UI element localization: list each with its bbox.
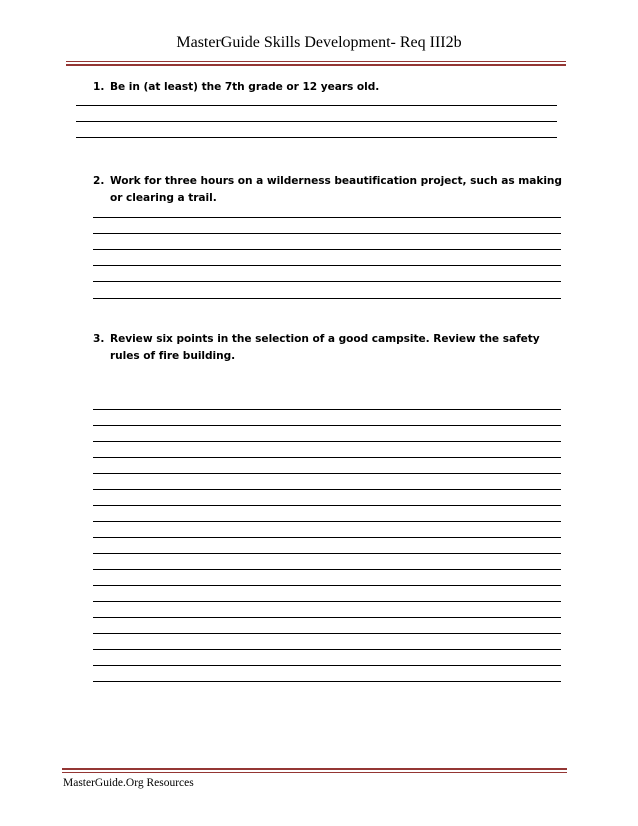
header-divider-thin	[66, 61, 566, 62]
answer-line[interactable]	[93, 569, 561, 570]
answer-line[interactable]	[93, 665, 561, 666]
question-3-number: 3.	[93, 333, 105, 345]
header-divider-thick	[66, 64, 566, 66]
answer-line[interactable]	[93, 217, 561, 218]
answer-line[interactable]	[93, 233, 561, 234]
question-1-text: Be in (at least) the 7th grade or 12 years old.	[110, 81, 380, 93]
footer-divider-thick	[62, 768, 567, 770]
answer-line[interactable]	[93, 265, 561, 266]
answer-line[interactable]	[93, 521, 561, 522]
question-2-text: Work for three hours on a wilderness beautification project, such as making or clearing a trail.	[110, 175, 562, 204]
answer-line[interactable]	[93, 249, 561, 250]
answer-line[interactable]	[93, 505, 561, 506]
answer-line[interactable]	[93, 409, 561, 410]
question-2	[93, 173, 573, 207]
answer-line[interactable]	[93, 281, 561, 282]
question-3	[93, 331, 553, 365]
answer-line[interactable]	[76, 121, 557, 122]
answer-line[interactable]	[93, 298, 561, 299]
answer-line[interactable]	[76, 105, 557, 106]
answer-line[interactable]	[93, 425, 561, 426]
answer-line[interactable]	[93, 585, 561, 586]
answer-line[interactable]	[93, 537, 561, 538]
answer-line[interactable]	[93, 617, 561, 618]
page-title: MasterGuide Skills Development- Req III2b	[176, 34, 462, 51]
footer-divider-thin	[62, 772, 567, 773]
answer-line[interactable]	[93, 489, 561, 490]
answer-line[interactable]	[93, 649, 561, 650]
answer-line[interactable]	[93, 601, 561, 602]
question-3-text: Review six points in the selection of a good campsite. Review the safety rules of fire building.	[110, 333, 540, 362]
answer-line[interactable]	[93, 681, 561, 682]
answer-line[interactable]	[93, 441, 561, 442]
answer-line[interactable]	[93, 633, 561, 634]
answer-line[interactable]	[93, 553, 561, 554]
question-1-number: 1.	[93, 81, 105, 93]
answer-line[interactable]	[93, 473, 561, 474]
answer-line[interactable]	[76, 137, 557, 138]
question-1	[93, 79, 573, 96]
question-2-number: 2.	[93, 175, 105, 187]
answer-line[interactable]	[93, 457, 561, 458]
footer-text: MasterGuide.Org Resources	[63, 777, 194, 789]
